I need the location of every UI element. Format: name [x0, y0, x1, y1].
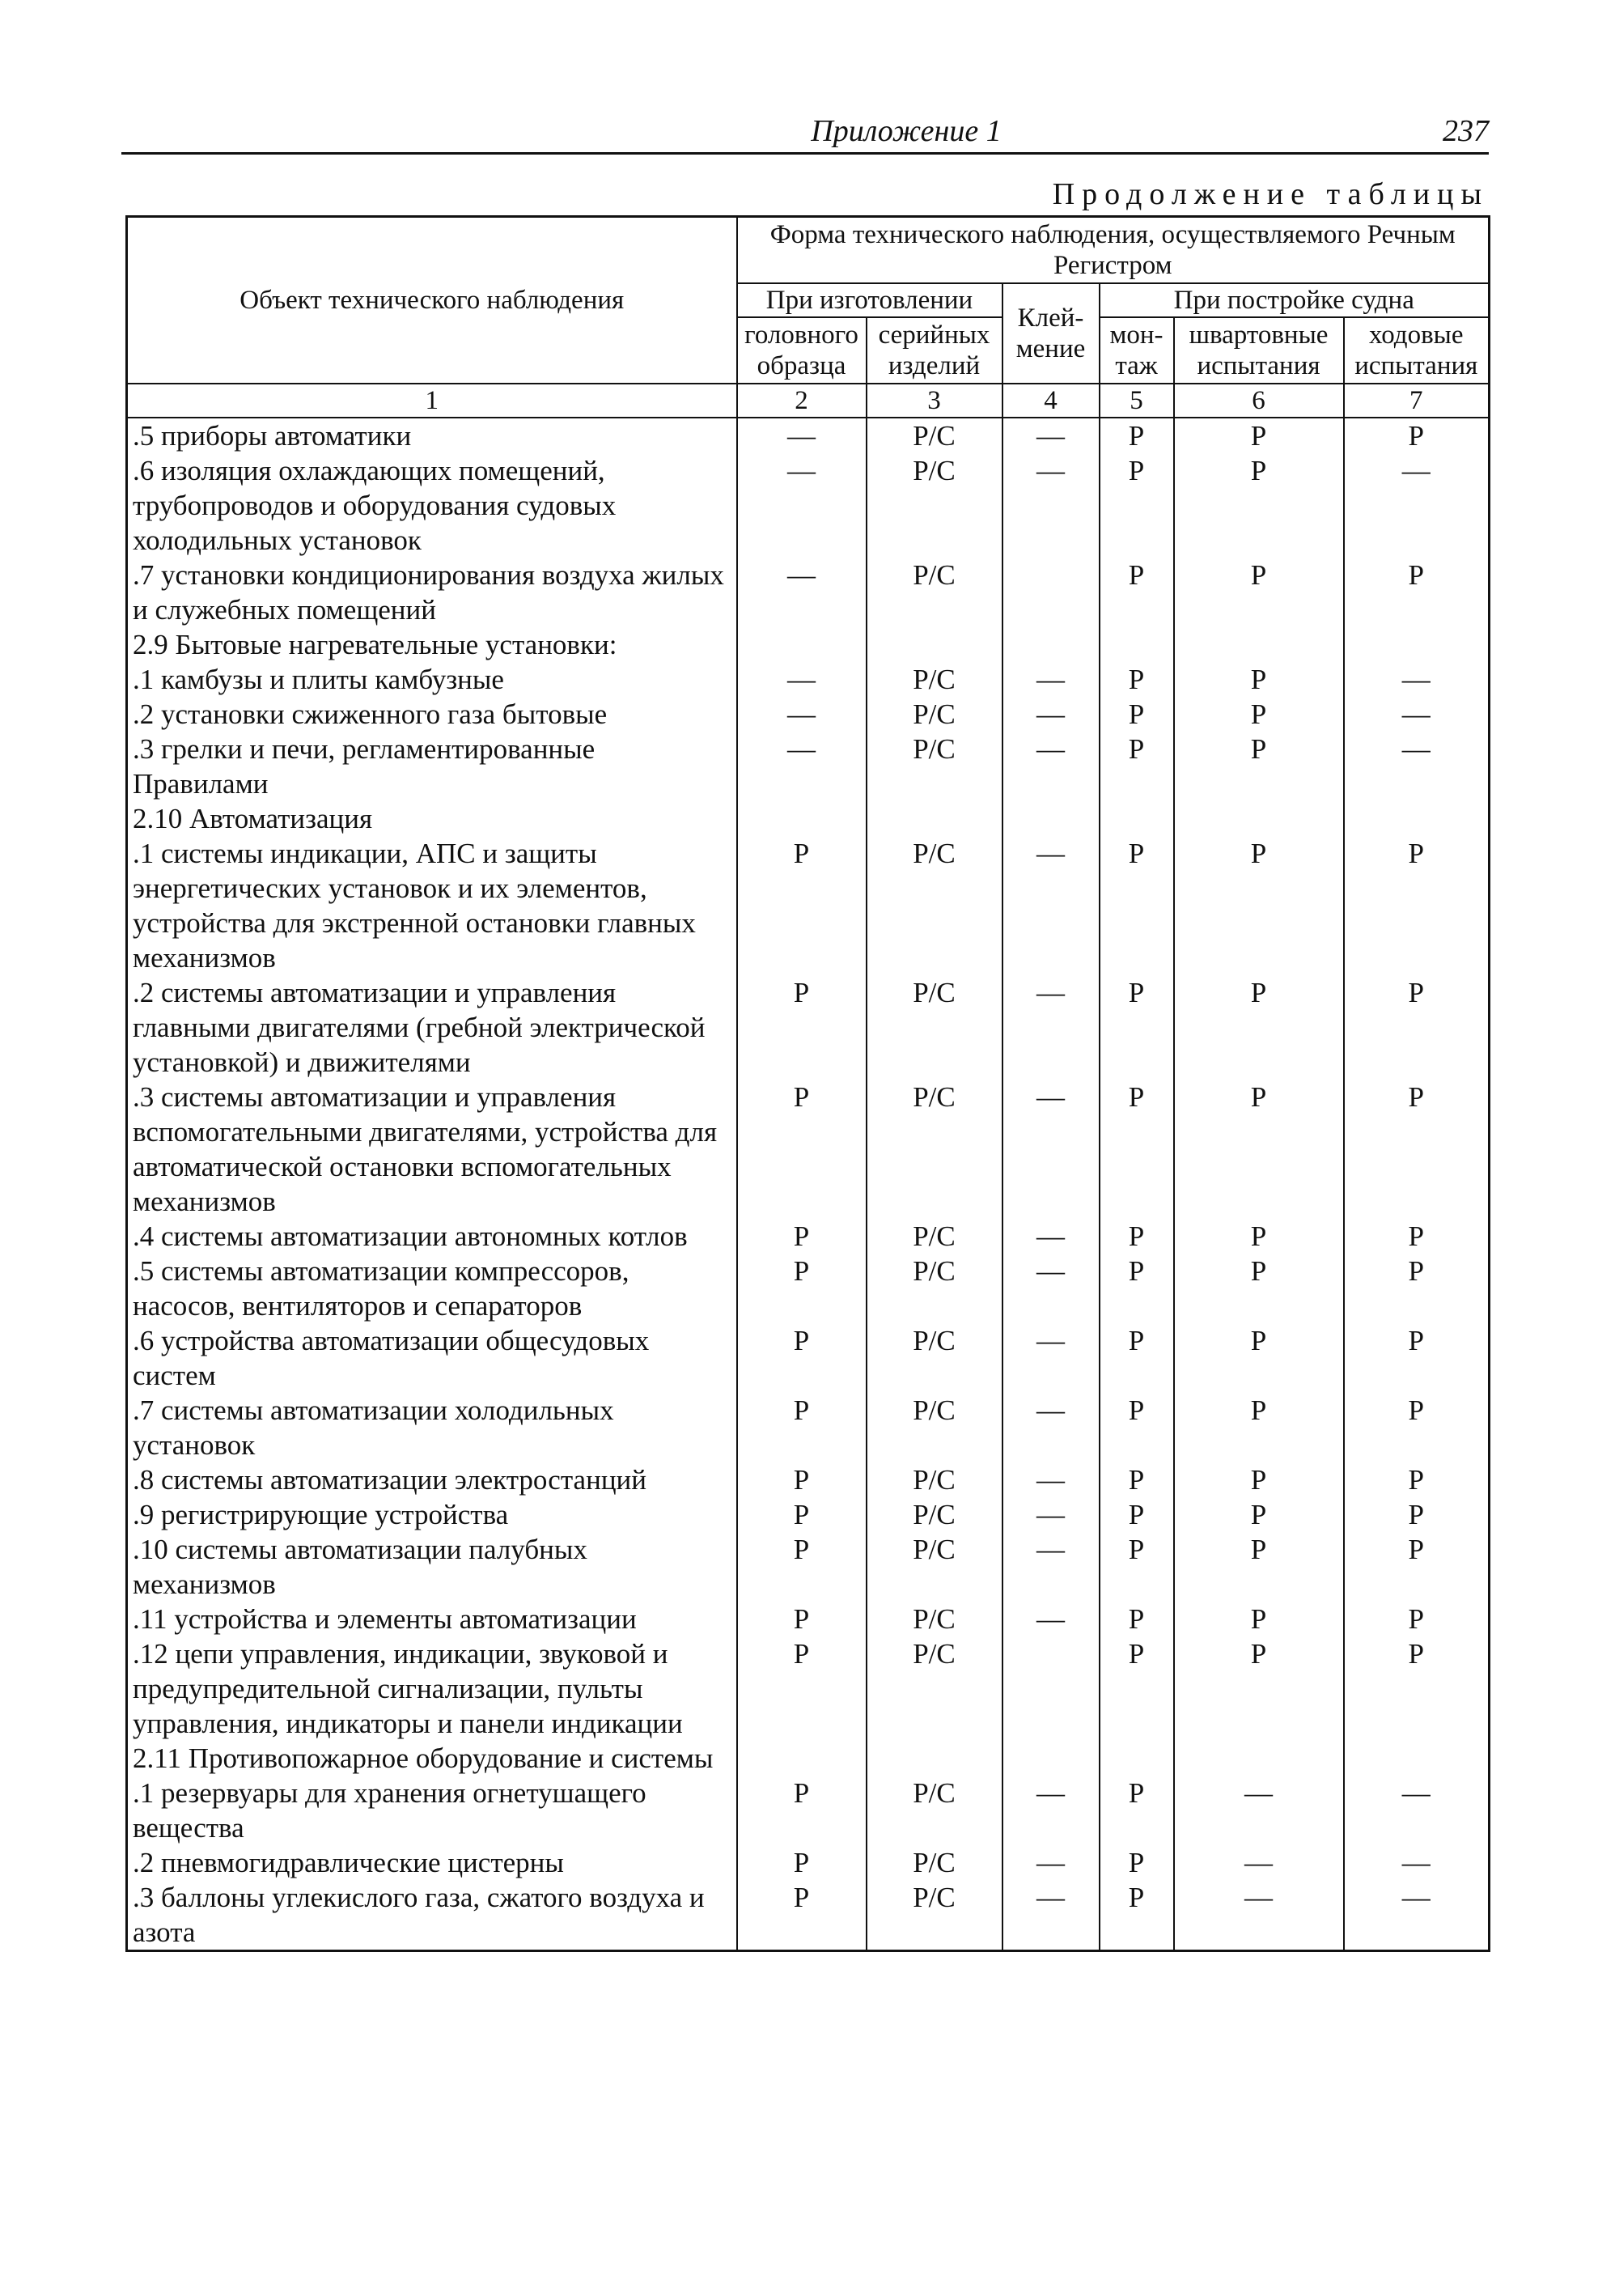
row-mount: Р	[1100, 1219, 1174, 1254]
row-object: 2.10 Автоматизация	[127, 801, 737, 836]
row-serial: Р/С	[867, 1497, 1002, 1532]
table-row	[127, 836, 1490, 975]
header-mount: мон-таж	[1100, 317, 1174, 384]
row-serial: Р/С	[867, 732, 1002, 801]
row-branding: —	[1002, 1532, 1100, 1602]
table-row	[127, 453, 1490, 558]
row-mount: Р	[1100, 558, 1174, 627]
row-prototype: Р	[737, 1532, 867, 1602]
row-mount	[1100, 801, 1174, 836]
appendix-title: Приложение 1	[811, 114, 1002, 148]
row-branding: —	[1002, 1776, 1100, 1845]
row-mount: Р	[1100, 1880, 1174, 1951]
row-mooring: Р	[1174, 1080, 1344, 1219]
row-serial: Р/С	[867, 1845, 1002, 1880]
row-object: .2 установки сжиженного газа бытовые	[127, 697, 737, 732]
row-mount: Р	[1100, 1080, 1174, 1219]
row-mount: Р	[1100, 1532, 1174, 1602]
row-mount: Р	[1100, 1776, 1174, 1845]
row-object: .5 приборы автоматики	[127, 418, 737, 453]
row-mooring: Р	[1174, 662, 1344, 697]
row-object: .11 устройства и элементы автоматизации	[127, 1602, 737, 1636]
row-sea-trials: Р	[1344, 418, 1490, 453]
row-branding: —	[1002, 1602, 1100, 1636]
table-row	[127, 1845, 1490, 1880]
row-branding: —	[1002, 1393, 1100, 1462]
header-form: Форма технического наблюдения, осуществляемого Речным Регистром	[737, 217, 1490, 284]
row-prototype: —	[737, 732, 867, 801]
row-sea-trials: Р	[1344, 1080, 1490, 1219]
row-serial	[867, 801, 1002, 836]
row-mooring: —	[1174, 1776, 1344, 1845]
table-row	[127, 1080, 1490, 1219]
row-prototype: Р	[737, 1393, 867, 1462]
row-mount: Р	[1100, 1393, 1174, 1462]
row-serial: Р/С	[867, 1254, 1002, 1323]
row-serial: Р/С	[867, 697, 1002, 732]
row-object: .7 системы автоматизации холодильных установок	[127, 1393, 737, 1462]
row-mount: Р	[1100, 418, 1174, 453]
row-sea-trials: —	[1344, 697, 1490, 732]
row-mooring: Р	[1174, 1602, 1344, 1636]
row-mount: Р	[1100, 975, 1174, 1080]
row-prototype	[737, 627, 867, 662]
row-serial: Р/С	[867, 1636, 1002, 1741]
row-sea-trials: Р	[1344, 1602, 1490, 1636]
page-number: 237	[1443, 114, 1489, 148]
row-mooring: Р	[1174, 1219, 1344, 1254]
row-branding: —	[1002, 697, 1100, 732]
row-branding: —	[1002, 1080, 1100, 1219]
row-prototype: Р	[737, 1323, 867, 1393]
row-sea-trials	[1344, 801, 1490, 836]
row-sea-trials: Р	[1344, 1462, 1490, 1497]
row-mooring: Р	[1174, 1462, 1344, 1497]
row-mooring: Р	[1174, 836, 1344, 975]
row-serial: Р/С	[867, 1880, 1002, 1951]
row-mooring: Р	[1174, 1636, 1344, 1741]
row-serial: Р/С	[867, 1532, 1002, 1602]
row-mooring: —	[1174, 1845, 1344, 1880]
row-serial	[867, 1741, 1002, 1776]
row-branding: —	[1002, 975, 1100, 1080]
row-prototype: —	[737, 662, 867, 697]
table-row	[127, 1393, 1490, 1462]
row-object: .10 системы автоматизации палубных механизмов	[127, 1532, 737, 1602]
row-branding: —	[1002, 418, 1100, 453]
table-row	[127, 1602, 1490, 1636]
table-row	[127, 1741, 1490, 1776]
row-serial: Р/С	[867, 1080, 1002, 1219]
row-object: 2.9 Бытовые нагревательные установки:	[127, 627, 737, 662]
row-mount	[1100, 627, 1174, 662]
row-mooring: Р	[1174, 732, 1344, 801]
row-prototype: Р	[737, 975, 867, 1080]
table-row	[127, 1880, 1490, 1951]
header-mooring: швартовные испытания	[1174, 317, 1344, 384]
row-serial: Р/С	[867, 1462, 1002, 1497]
row-sea-trials: —	[1344, 453, 1490, 558]
row-mooring: Р	[1174, 1497, 1344, 1532]
row-mooring: Р	[1174, 697, 1344, 732]
row-object: .6 устройства автоматизации общесудовых систем	[127, 1323, 737, 1393]
table-row	[127, 801, 1490, 836]
row-prototype: Р	[737, 1254, 867, 1323]
row-object: .12 цепи управления, индикации, звуковой и предупредительной сигнализации, пульты управления, индикаторы и панели индикации	[127, 1636, 737, 1741]
row-object: 2.11 Противопожарное оборудование и системы	[127, 1741, 737, 1776]
row-sea-trials: Р	[1344, 1636, 1490, 1741]
col-number: 3	[867, 384, 1002, 418]
row-prototype: Р	[737, 1462, 867, 1497]
row-sea-trials: Р	[1344, 1497, 1490, 1532]
row-sea-trials: Р	[1344, 836, 1490, 975]
row-sea-trials: —	[1344, 1880, 1490, 1951]
row-branding: —	[1002, 1880, 1100, 1951]
row-serial: Р/С	[867, 836, 1002, 975]
row-branding	[1002, 1741, 1100, 1776]
row-prototype: Р	[737, 1219, 867, 1254]
row-branding: —	[1002, 1254, 1100, 1323]
row-serial: Р/С	[867, 558, 1002, 627]
row-object: .2 пневмогидравлические цистерны	[127, 1845, 737, 1880]
col-number: 1	[127, 384, 737, 418]
row-serial: Р/С	[867, 453, 1002, 558]
row-mooring: Р	[1174, 558, 1344, 627]
row-prototype: Р	[737, 836, 867, 975]
row-prototype	[737, 801, 867, 836]
row-mount: Р	[1100, 1254, 1174, 1323]
row-branding: —	[1002, 453, 1100, 558]
table-row	[127, 1462, 1490, 1497]
row-object: .4 системы автоматизации автономных котлов	[127, 1219, 737, 1254]
table-row	[127, 697, 1490, 732]
row-mooring: —	[1174, 1880, 1344, 1951]
table-row	[127, 1254, 1490, 1323]
row-mooring	[1174, 627, 1344, 662]
table-row	[127, 662, 1490, 697]
row-object: .1 резервуары для хранения огнетушащего вещества	[127, 1776, 737, 1845]
row-prototype: Р	[737, 1636, 867, 1741]
row-mooring: Р	[1174, 1393, 1344, 1462]
row-mooring	[1174, 801, 1344, 836]
row-object: .2 системы автоматизации и управления главными двигателями (гребной электрической установкой) и движителями	[127, 975, 737, 1080]
row-sea-trials: Р	[1344, 1254, 1490, 1323]
row-serial: Р/С	[867, 1393, 1002, 1462]
row-object: .6 изоляция охлаждающих помещений, трубопроводов и оборудования судовых холодильных установок	[127, 453, 737, 558]
row-sea-trials: —	[1344, 732, 1490, 801]
row-mount: Р	[1100, 732, 1174, 801]
row-branding: —	[1002, 836, 1100, 975]
row-object: .7 установки кондиционирования воздуха жилых и служебных помещений	[127, 558, 737, 627]
col-number: 5	[1100, 384, 1174, 418]
row-serial: Р/С	[867, 1219, 1002, 1254]
row-branding: —	[1002, 1219, 1100, 1254]
header-manufacture: При изготовлении	[737, 283, 1002, 317]
row-object: .5 системы автоматизации компрессоров, насосов, вентиляторов и сепараторов	[127, 1254, 737, 1323]
row-mount: Р	[1100, 1845, 1174, 1880]
row-serial	[867, 627, 1002, 662]
row-prototype: —	[737, 697, 867, 732]
row-sea-trials	[1344, 627, 1490, 662]
row-object: .1 системы индикации, АПС и защиты энергетических установок и их элементов, устройства для экстренной остановки главных механизмов	[127, 836, 737, 975]
row-prototype: Р	[737, 1080, 867, 1219]
row-sea-trials: Р	[1344, 1323, 1490, 1393]
row-serial: Р/С	[867, 662, 1002, 697]
col-number: 7	[1344, 384, 1490, 418]
row-object: .1 камбузы и плиты камбузные	[127, 662, 737, 697]
row-prototype: Р	[737, 1776, 867, 1845]
row-sea-trials: Р	[1344, 975, 1490, 1080]
col-number: 4	[1002, 384, 1100, 418]
row-prototype	[737, 1741, 867, 1776]
row-branding: —	[1002, 732, 1100, 801]
row-mooring: Р	[1174, 453, 1344, 558]
observation-table	[125, 215, 1490, 1952]
row-prototype: —	[737, 453, 867, 558]
row-branding: —	[1002, 662, 1100, 697]
table-body	[127, 418, 1490, 1951]
table-row	[127, 1636, 1490, 1741]
row-sea-trials: Р	[1344, 558, 1490, 627]
header-sea-trials: ходовые испытания	[1344, 317, 1490, 384]
row-sea-trials: —	[1344, 1776, 1490, 1845]
row-prototype: Р	[737, 1602, 867, 1636]
row-prototype: Р	[737, 1880, 867, 1951]
row-mount: Р	[1100, 453, 1174, 558]
row-mount: Р	[1100, 662, 1174, 697]
row-prototype: —	[737, 558, 867, 627]
row-object: .9 регистрирующие устройства	[127, 1497, 737, 1532]
row-prototype: Р	[737, 1497, 867, 1532]
header-branding: Клей-мение	[1002, 283, 1100, 384]
row-mooring: Р	[1174, 418, 1344, 453]
col-number: 6	[1174, 384, 1344, 418]
row-object: .3 баллоны углекислого газа, сжатого воздуха и азота	[127, 1880, 737, 1951]
table-row	[127, 975, 1490, 1080]
row-mooring	[1174, 1741, 1344, 1776]
table-row	[127, 1776, 1490, 1845]
row-branding	[1002, 1636, 1100, 1741]
header-object: Объект технического наблюдения	[127, 217, 737, 384]
row-mount: Р	[1100, 697, 1174, 732]
row-serial: Р/С	[867, 1602, 1002, 1636]
table-row	[127, 1497, 1490, 1532]
running-header	[121, 113, 1489, 154]
row-branding	[1002, 801, 1100, 836]
row-serial: Р/С	[867, 975, 1002, 1080]
header-rule	[121, 152, 1489, 155]
row-branding	[1002, 558, 1100, 627]
row-sea-trials: Р	[1344, 1393, 1490, 1462]
header-build: При постройке судна	[1100, 283, 1490, 317]
row-branding: —	[1002, 1462, 1100, 1497]
row-mount: Р	[1100, 1462, 1174, 1497]
table-row	[127, 418, 1490, 453]
table-row	[127, 558, 1490, 627]
row-serial: Р/С	[867, 418, 1002, 453]
row-branding: —	[1002, 1845, 1100, 1880]
header-serial: серийных изделий	[867, 317, 1002, 384]
row-branding: —	[1002, 1497, 1100, 1532]
row-object: .3 грелки и печи, регламентированные Правилами	[127, 732, 737, 801]
row-sea-trials	[1344, 1741, 1490, 1776]
row-mooring: Р	[1174, 1532, 1344, 1602]
row-mount	[1100, 1741, 1174, 1776]
continuation-label: Продолжение таблицы	[1052, 177, 1489, 211]
row-mount: Р	[1100, 1497, 1174, 1532]
row-prototype: —	[737, 418, 867, 453]
table-row	[127, 1219, 1490, 1254]
table-row	[127, 627, 1490, 662]
row-object: .8 системы автоматизации электростанций	[127, 1462, 737, 1497]
row-object: .3 системы автоматизации и управления вспомогательными двигателями, устройства для автоматической остановки вспомогательных механизмов	[127, 1080, 737, 1219]
row-serial: Р/С	[867, 1776, 1002, 1845]
row-mount: Р	[1100, 1636, 1174, 1741]
row-sea-trials: —	[1344, 1845, 1490, 1880]
row-mooring: Р	[1174, 1323, 1344, 1393]
row-sea-trials: —	[1344, 662, 1490, 697]
row-mount: Р	[1100, 836, 1174, 975]
row-branding: —	[1002, 1323, 1100, 1393]
row-mooring: Р	[1174, 1254, 1344, 1323]
table-header	[127, 217, 1490, 418]
row-mooring: Р	[1174, 975, 1344, 1080]
table-row	[127, 1532, 1490, 1602]
table-row	[127, 1323, 1490, 1393]
row-sea-trials: Р	[1344, 1532, 1490, 1602]
row-prototype: Р	[737, 1845, 867, 1880]
row-serial: Р/С	[867, 1323, 1002, 1393]
row-branding	[1002, 627, 1100, 662]
col-number: 2	[737, 384, 867, 418]
row-sea-trials: Р	[1344, 1219, 1490, 1254]
header-prototype: головного образца	[737, 317, 867, 384]
row-mount: Р	[1100, 1602, 1174, 1636]
table-row	[127, 732, 1490, 801]
row-mount: Р	[1100, 1323, 1174, 1393]
